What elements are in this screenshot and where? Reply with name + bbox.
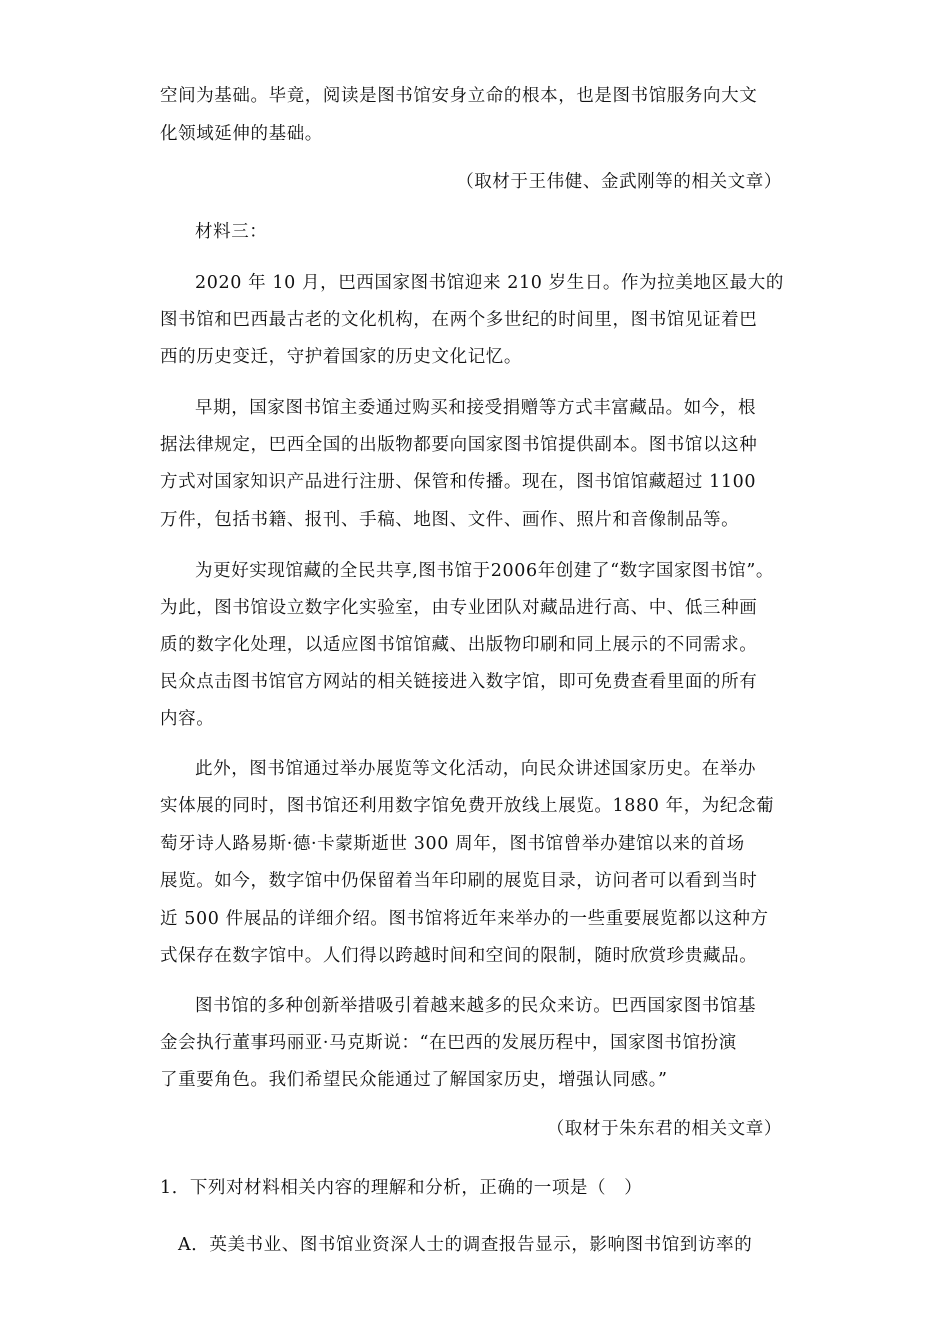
text-line: 质的数字化处理，以适应图书馆馆藏、出版物印刷和同上展示的不同需求。 <box>160 635 758 655</box>
text-line: 内容。 <box>160 709 215 729</box>
text-line: 了重要角色。我们希望民众能通过了解国家历史，增强认同感。” <box>160 1070 668 1090</box>
text-line: 万件，包括书籍、报刊、手稿、地图、文件、画作、照片和音像制品等。 <box>160 510 740 530</box>
text-line: 金会执行董事玛丽亚·马克斯说：“在巴西的发展历程中，国家图书馆扮演 <box>160 1033 737 1053</box>
source-citation: （取材于王伟健、金武刚等的相关文章） <box>456 172 782 192</box>
text-line: 为更好实现馆藏的全民共享,图书馆于2006年创建了“数字国家图书馆”。 <box>195 561 774 581</box>
option-a: A．英美书业、图书馆业资深人士的调查报告显示，影响图书馆到访率的 <box>178 1235 753 1255</box>
source-citation: （取材于朱东君的相关文章） <box>546 1119 782 1139</box>
text-line: 为此，图书馆设立数字化实验室，由专业团队对藏品进行高、中、低三种画 <box>160 598 758 618</box>
text-line: 民众点击图书馆官方网站的相关链接进入数字馆，即可免费查看里面的所有 <box>160 672 758 692</box>
text-line: 萄牙诗人路易斯·德·卡蒙斯逝世 300 周年，图书馆曾举办建馆以来的首场 <box>160 834 745 854</box>
text-line: 2020 年 10 月，巴西国家图书馆迎来 210 岁生日。作为拉美地区最大的 <box>195 273 784 293</box>
text-line: 展览。如今，数字馆中仍保留着当年印刷的展览目录，访问者可以看到当时 <box>160 871 758 891</box>
question-stem: 1．下列对材料相关内容的理解和分析，正确的一项是（ ） <box>160 1178 643 1198</box>
material-heading: 材料三： <box>195 222 268 242</box>
text-line: 式保存在数字馆中。人们得以跨越时间和空间的限制，随时欣赏珍贵藏品。 <box>160 946 758 966</box>
text-line: 近 500 件展品的详细介绍。图书馆将近年来举办的一些重要展览都以这种方 <box>160 909 769 929</box>
text-line: 空间为基础。毕竟，阅读是图书馆安身立命的根本，也是图书馆服务向大文 <box>160 86 758 106</box>
text-line: 图书馆和巴西最古老的文化机构，在两个多世纪的时间里，图书馆见证着巴 <box>160 310 758 330</box>
text-line: 方式对国家知识产品进行注册、保管和传播。现在，图书馆馆藏超过 1100 <box>160 472 757 492</box>
text-line: 据法律规定，巴西全国的出版物都要向国家图书馆提供副本。图书馆以这种 <box>160 435 758 455</box>
text-line: 此外，图书馆通过举办展览等文化活动，向民众讲述国家历史。在举办 <box>195 759 757 779</box>
text-line: 化领域延伸的基础。 <box>160 124 323 144</box>
text-line: 实体展的同时，图书馆还利用数字馆免费开放线上展览。1880 年，为纪念葡 <box>160 796 775 816</box>
text-line: 西的历史变迁，守护着国家的历史文化记忆。 <box>160 347 522 367</box>
text-line: 早期，国家图书馆主委通过购买和接受捐赠等方式丰富藏品。如今，根 <box>195 398 757 418</box>
text-line: 图书馆的多种创新举措吸引着越来越多的民众来访。巴西国家图书馆基 <box>195 996 757 1016</box>
